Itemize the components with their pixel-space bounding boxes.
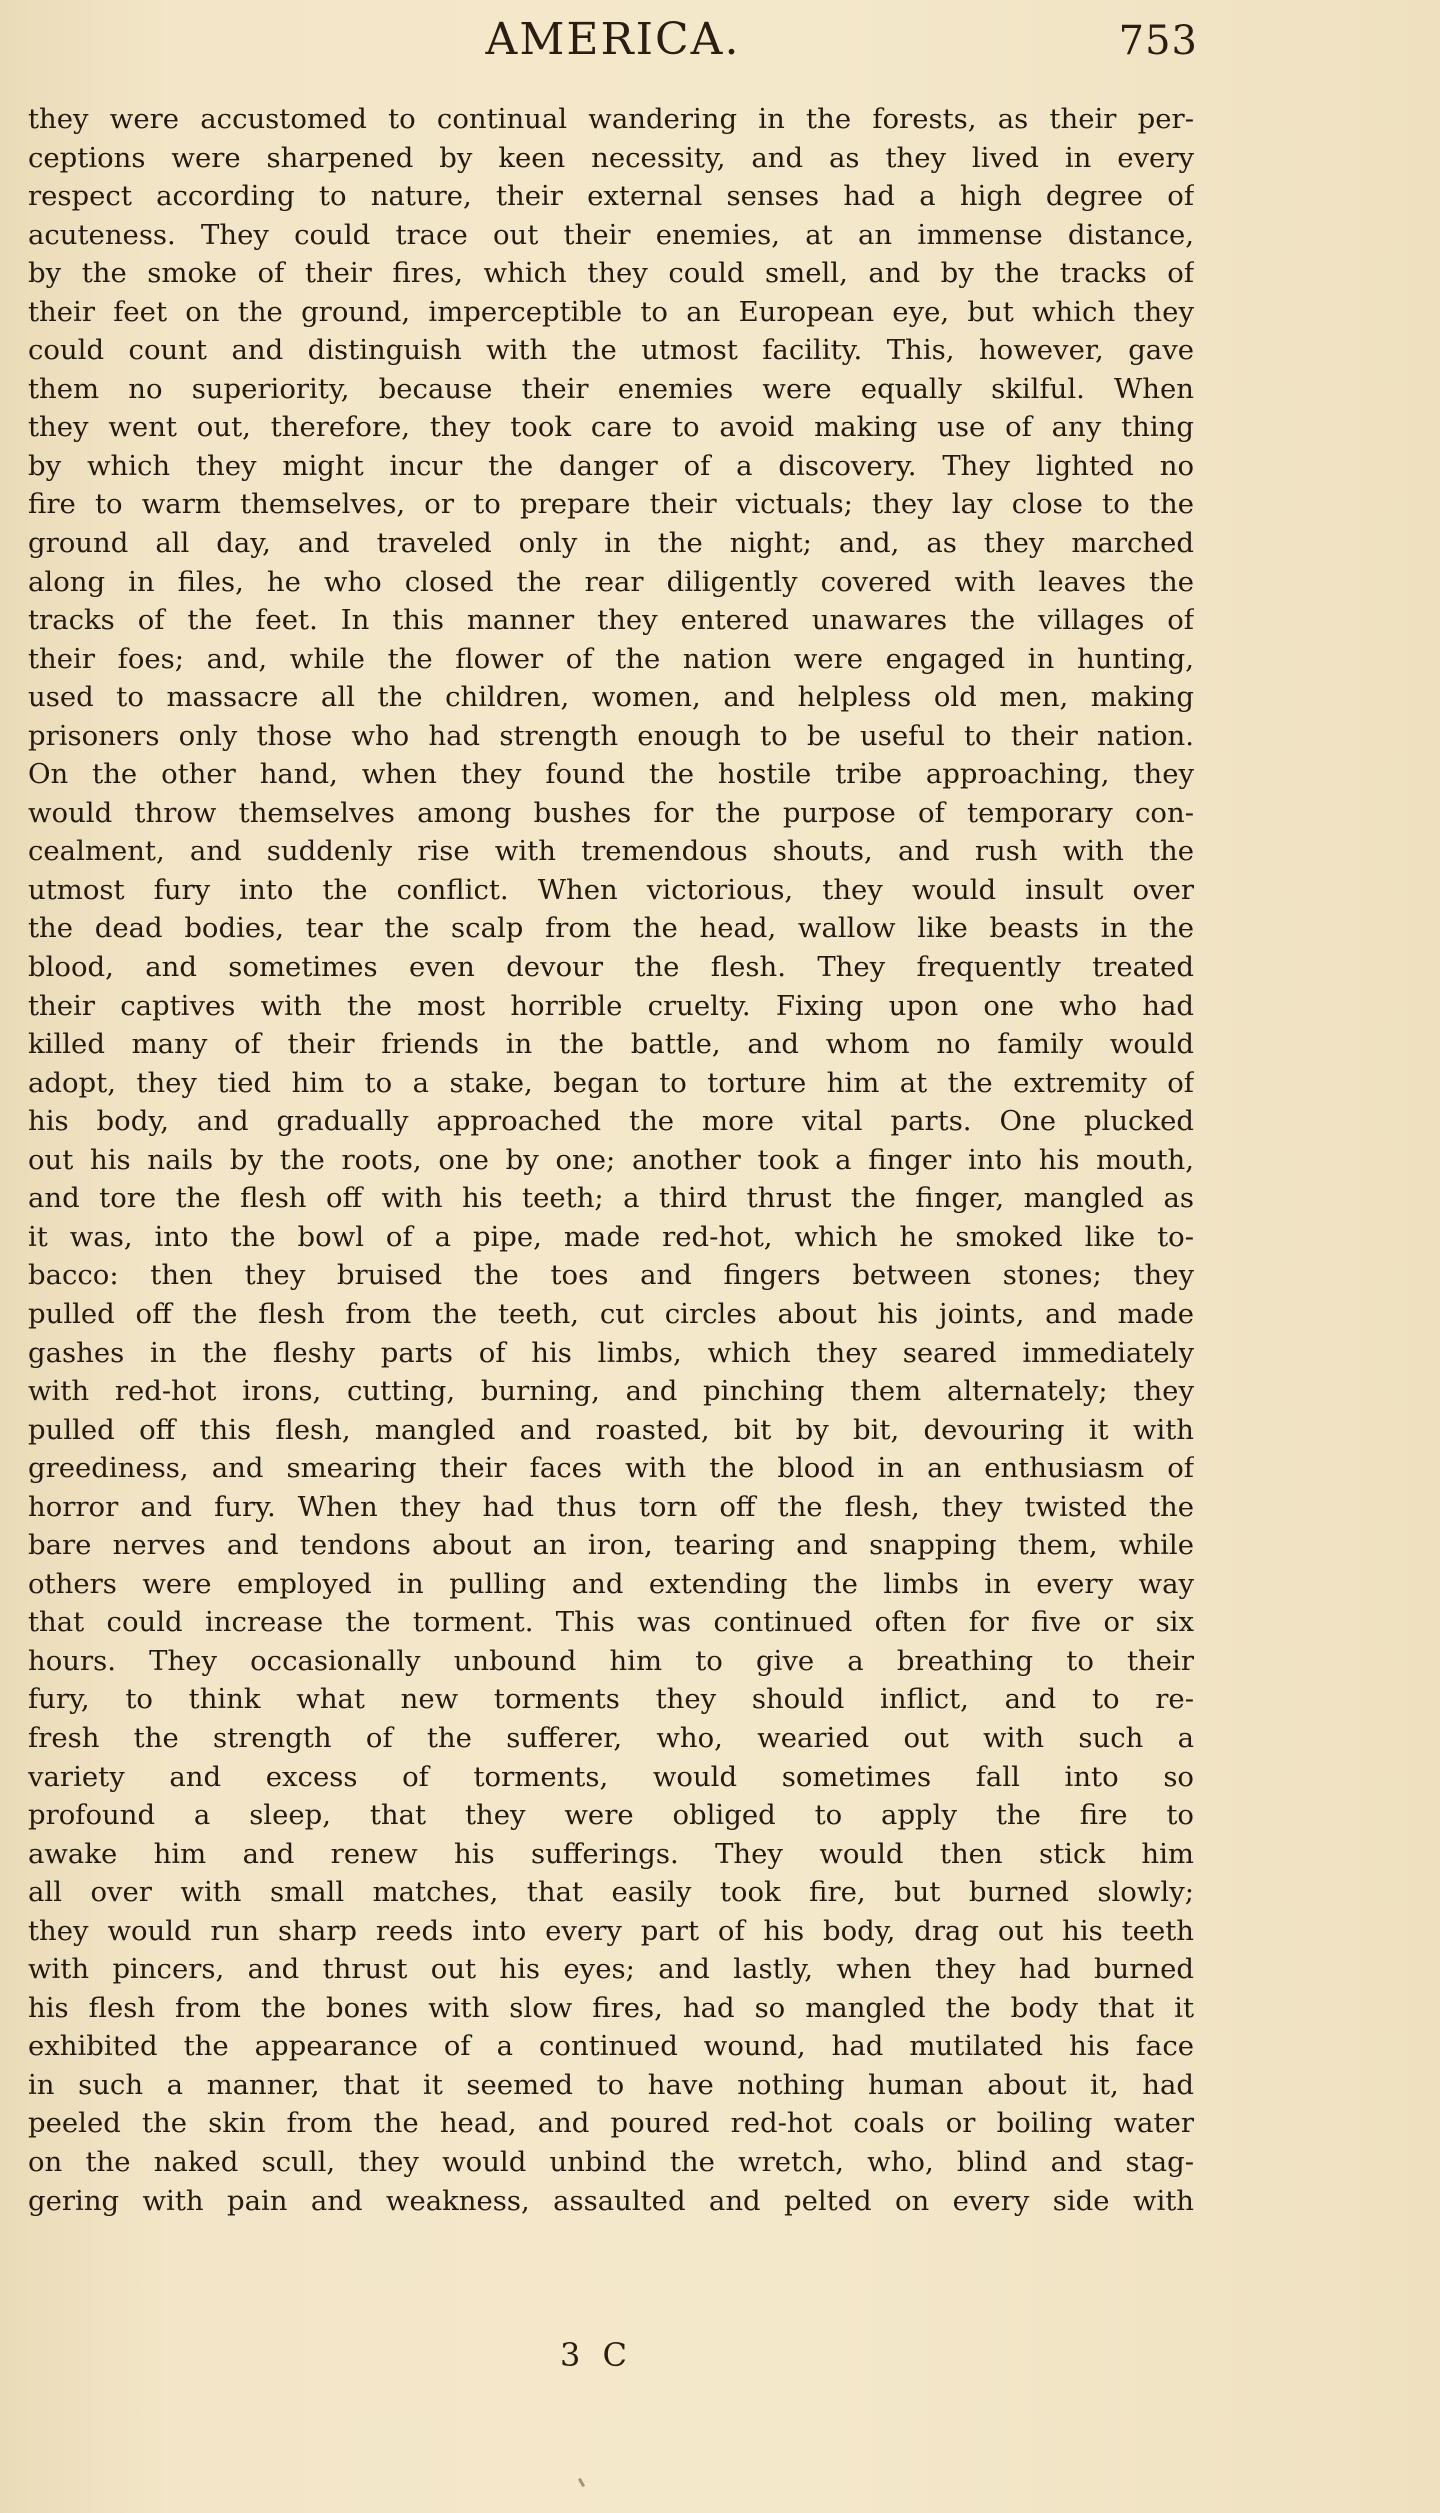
running-head (28, 14, 1198, 74)
text-line: fire to warm themselves, or to prepare their victuals; they lay close to the (28, 488, 1194, 521)
text-line: their captives with the most horrible cruelty. Fixing upon one who had (28, 989, 1194, 1022)
text-line: fury, to think what new torments they should inflict, and to re- (28, 1683, 1194, 1716)
page-number: 753 (1118, 18, 1198, 64)
body-text (28, 100, 1194, 2220)
text-line: respect according to nature, their external senses had a high degree of (28, 180, 1194, 213)
signature-mark: 3 C (560, 2336, 634, 2374)
text-line: they were accustomed to continual wandering in the forests, as their per- (28, 103, 1194, 135)
text-line: gering with pain and weakness, assaulted and pelted on every side with (28, 2184, 1194, 2217)
text-line: with red-hot irons, cutting, burning, and pinching them alternately; they (28, 1375, 1194, 1408)
text-line: pulled off the flesh from the teeth, cut circles about his joints, and made (28, 1297, 1194, 1330)
text-line: could count and distinguish with the utmost facility. This, however, gave (28, 334, 1194, 367)
text-line: they would run sharp reeds into every part of his body, drag out his teeth (28, 1914, 1194, 1947)
text-line: on the naked scull, they would unbind the wretch, who, blind and stag- (28, 2145, 1194, 2178)
text-line: greediness, and smearing their faces with the blood in an enthusiasm of (28, 1452, 1194, 1485)
text-line: hours. They occasionally unbound him to give a breathing to their (28, 1644, 1194, 1677)
text-line: the dead bodies, tear the scalp from the head, wallow like beasts in the (28, 912, 1194, 945)
text-line: others were employed in pulling and extending the limbs in every way (28, 1567, 1194, 1600)
text-line: in such a manner, that it seemed to have nothing human about it, had (28, 2068, 1194, 2101)
text-line: and tore the flesh off with his teeth; a third thrust the finger, mangled as (28, 1182, 1194, 1215)
text-line: they went out, therefore, they took care to avoid making use of any thing (28, 411, 1194, 444)
text-line: adopt, they tied him to a stake, began to torture him at the extremity of (28, 1066, 1194, 1099)
text-line: prisoners only those who had strength enough to be useful to their nation. (28, 719, 1194, 752)
text-line: it was, into the bowl of a pipe, made red-hot, which he smoked like to- (28, 1220, 1194, 1253)
text-line: variety and excess of torments, would sometimes fall into so (28, 1760, 1194, 1793)
text-line: that could increase the torment. This was continued often for five or six (28, 1606, 1194, 1639)
text-line: killed many of their friends in the battle, and whom no family would (28, 1028, 1194, 1061)
text-line: with pincers, and thrust out his eyes; and lastly, when they had burned (28, 1953, 1194, 1986)
text-line: tracks of the feet. In this manner they entered unawares the villages of (28, 604, 1194, 637)
text-line: along in files, he who closed the rear diligently covered with leaves the (28, 565, 1194, 598)
text-line: used to massacre all the children, women, and helpless old men, making (28, 681, 1194, 714)
text-line: horror and fury. When they had thus torn off the flesh, they twisted the (28, 1490, 1194, 1523)
text-line: by which they might incur the danger of a discovery. They lighted no (28, 449, 1194, 482)
text-line: all over with small matches, that easily took fire, but burned slowly; (28, 1876, 1194, 1909)
running-title: AMERICA. (485, 14, 741, 65)
text-line: fresh the strength of the sufferer, who, wearied out with such a (28, 1721, 1194, 1754)
text-line: his body, and gradually approached the more vital parts. One plucked (28, 1105, 1194, 1138)
text-line: ceptions were sharpened by keen necessity, and as they lived in every (28, 141, 1194, 174)
text-line: ground all day, and traveled only in the night; and, as they marched (28, 527, 1194, 560)
text-line: bare nerves and tendons about an iron, tearing and snapping them, while (28, 1529, 1194, 1562)
ink-speck (578, 2478, 585, 2487)
text-line: acuteness. They could trace out their enemies, at an immense distance, (28, 218, 1194, 251)
text-line: peeled the skin from the head, and poured red-hot coals or boiling water (28, 2107, 1194, 2140)
text-line: profound a sleep, that they were obliged to apply the fire to (28, 1799, 1194, 1832)
text-line: would throw themselves among bushes for the purpose of temporary con- (28, 796, 1194, 829)
text-line: exhibited the appearance of a continued wound, had mutilated his face (28, 2030, 1194, 2063)
text-line: his flesh from the bones with slow fires, had so mangled the body that it (28, 1991, 1194, 2024)
text-line: cealment, and suddenly rise with tremendous shouts, and rush with the (28, 835, 1194, 868)
text-line: utmost fury into the conflict. When victorious, they would insult over (28, 873, 1194, 906)
text-line: them no superiority, because their enemies were equally skilful. When (28, 372, 1194, 405)
text-line: gashes in the fleshy parts of his limbs, which they seared immediately (28, 1336, 1194, 1369)
text-line: pulled off this flesh, mangled and roasted, bit by bit, devouring it with (28, 1413, 1194, 1446)
text-line: by the smoke of their fires, which they could smell, and by the tracks of (28, 257, 1194, 290)
text-line: On the other hand, when they found the hostile tribe approaching, they (28, 758, 1194, 791)
text-line: awake him and renew his sufferings. They would then stick him (28, 1837, 1194, 1870)
text-line: blood, and sometimes even devour the flesh. They frequently treated (28, 951, 1194, 984)
text-line: out his nails by the roots, one by one; another took a finger into his mouth, (28, 1143, 1194, 1176)
text-line: their foes; and, while the flower of the nation were engaged in hunting, (28, 642, 1194, 675)
text-line: their feet on the ground, imperceptible to an European eye, but which they (28, 295, 1194, 328)
text-line: bacco: then they bruised the toes and fingers between stones; they (28, 1259, 1194, 1292)
